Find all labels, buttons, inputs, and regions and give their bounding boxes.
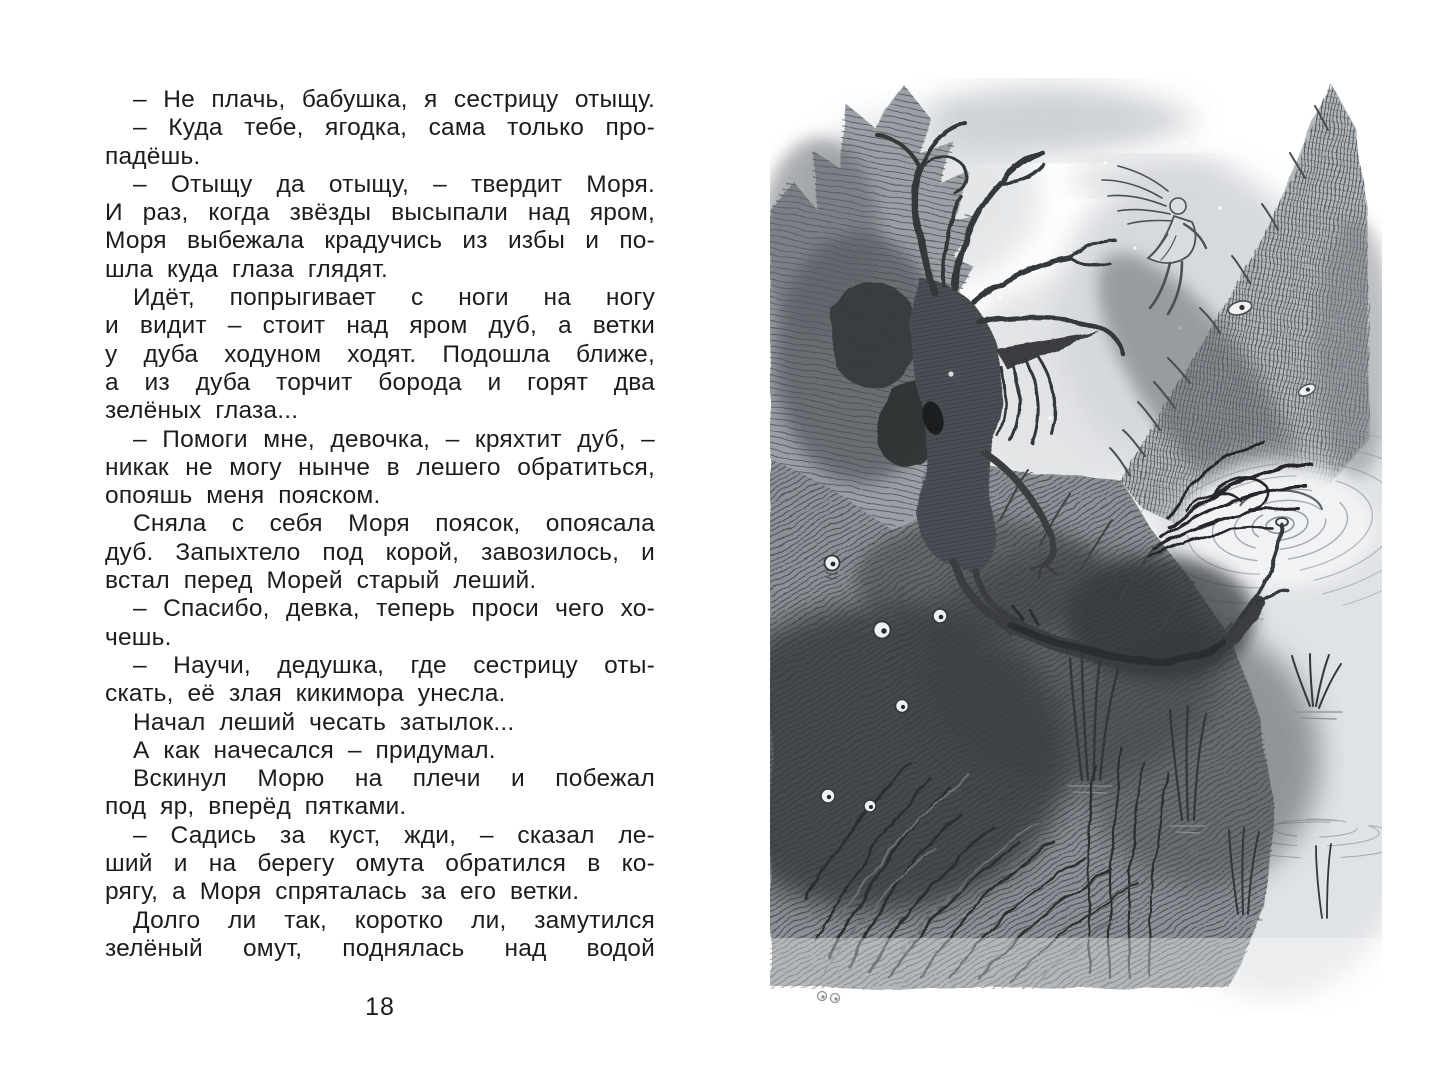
leshy-eye (948, 371, 953, 376)
text-line: – Садись за куст, жди, – сказал ле- (133, 821, 655, 849)
text-line: Сняла с себя Моря поясок, опоясала (133, 510, 655, 538)
text-line: зелёных глаза... (105, 397, 299, 425)
text-line: никак не могу нынче в лешего обратиться, (105, 453, 655, 481)
text-line: Вскинул Морю на плечи и побежал (133, 765, 655, 793)
text-line: а из дуба торчит борода и горят два (105, 368, 655, 396)
text-line: И раз, когда звёзды высыпали над яром, (105, 199, 655, 227)
text-line: дуб. Запыхтело под корой, завозилось, и (105, 538, 655, 566)
girl-head (1170, 198, 1186, 214)
text-line: чешь. (105, 623, 172, 651)
bottom-fade (770, 938, 1382, 1010)
eye-creature (864, 800, 876, 812)
text-line: зелёный омут, поднялась над водой (105, 934, 655, 962)
text-line: – Отыщу да отыщу, – твердит Моря. (133, 170, 655, 198)
text-line: Долго ли так, коротко ли, замутился (133, 906, 655, 934)
text-line: опояшь меня пояском. (105, 482, 381, 510)
text-line: Начал леший чесать затылок... (133, 708, 515, 736)
text-line: Моря выбежала крадучись из избы и по- (105, 227, 655, 255)
illustration (770, 58, 1382, 1010)
text-line: встал перед Морей старый леший. (105, 567, 537, 595)
text-line: Идёт, попрыгивает с ноги на ногу (133, 284, 655, 312)
right-page (720, 0, 1440, 1080)
text-line: рягу, а Моря спряталась за его ветки. (105, 878, 580, 906)
text-line: – Помоги мне, девочка, – кряхтит дуб, – (133, 425, 655, 453)
page-number: 18 (365, 993, 395, 1021)
text-line: – Спасибо, девка, теперь проси чего хо- (133, 595, 655, 623)
text-line: под яр, вперёд пятками. (105, 793, 407, 821)
text-line: скать, её злая кикимора унесла. (105, 680, 506, 708)
text-line: – Научи, дедушка, где сестрицу оты- (133, 651, 655, 679)
text-line: и видит – стоит над яром дуб, а ветки (105, 312, 655, 340)
text-line: падёшь. (105, 142, 201, 170)
text-line: у дуба ходуном ходят. Подошла ближе, (105, 340, 655, 368)
text-line: шла куда глаза глядят. (105, 255, 389, 283)
text-line: ший и на берегу омута обратился в ко- (105, 850, 655, 878)
text-line: – Не плачь, бабушка, я сестрицу отыщу. (133, 86, 655, 113)
text-column (105, 86, 655, 963)
text-line: – Куда тебе, ягодка, сама только про- (133, 114, 655, 142)
text-line: А как начесался – придумал. (133, 736, 496, 764)
